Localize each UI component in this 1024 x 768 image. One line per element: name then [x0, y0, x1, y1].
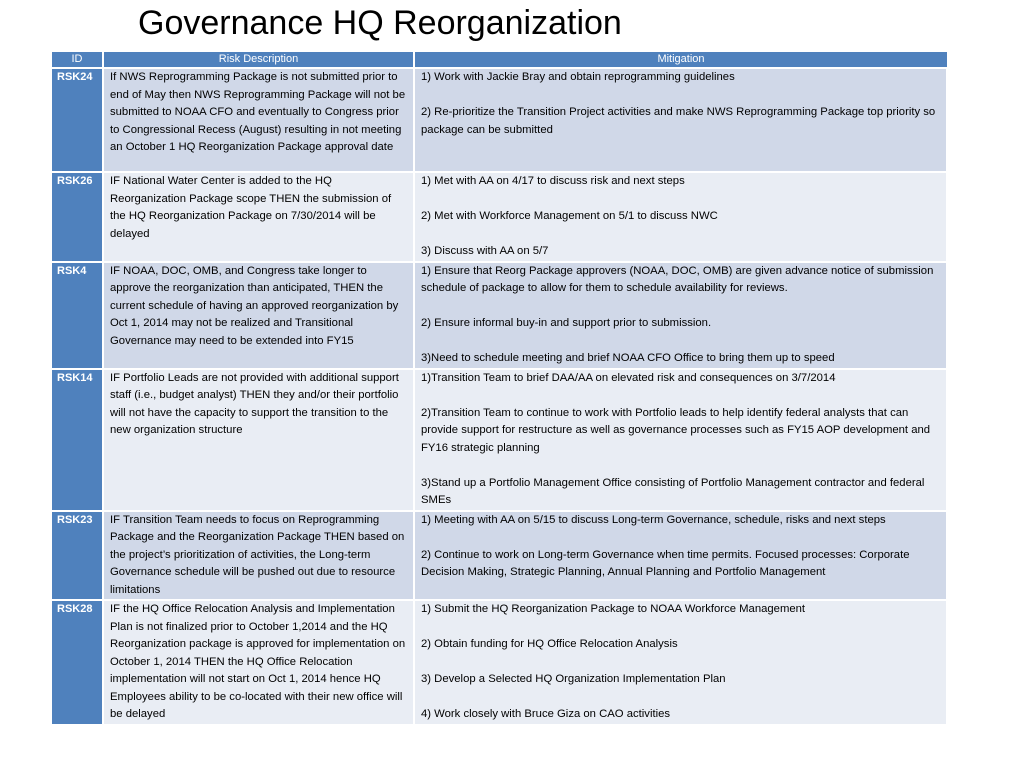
table-row — [52, 600, 947, 725]
mitigation-step: 4) Work closely with Bruce Giza on CAO activities — [421, 708, 671, 720]
mitigation-step: 2)Transition Team to continue to work with Portfolio leads to help identify federal analysts that can provide support for restructure as well as governance processes such as FY15 AOP development and FY16 strategic planning — [421, 406, 931, 454]
risk-id: RSK26 — [52, 172, 103, 262]
risk-description: IF National Water Center is added to the HQ Reorganization Package scope THEN the submission of the HQ Reorganization Package on 7/30/2014 will be delayed — [103, 172, 414, 262]
mitigation-step: 1)Transition Team to brief DAA/AA on elevated risk and consequences on 3/7/2014 — [421, 371, 836, 384]
mitigation-step: 3) Discuss with AA on 5/7 — [421, 245, 549, 257]
mitigation-step: 2) Ensure informal buy-in and support prior to submission. — [421, 317, 712, 329]
risk-description: IF the HQ Office Relocation Analysis and Implementation Plan is not finalized prior to October 1,2014 and the HQ Reorganization package is approved for implementation on October 1, 2014 THEN the HQ Office Relocation implementation will not start on Oct 1, 2014 hence HQ Employees ability to be co-located with their new office will be delayed — [103, 600, 414, 725]
mitigation-step: 1) Submit the HQ Reorganization Package to NOAA Workforce Management — [421, 603, 806, 615]
mitigation-step: 3)Need to schedule meeting and brief NOAA CFO Office to bring them up to speed — [421, 352, 835, 364]
mitigation-step: 2) Obtain funding for HQ Office Relocation Analysis — [421, 638, 678, 650]
risk-mitigation — [414, 172, 947, 262]
mitigation-step: 1) Meeting with AA on 5/15 to discuss Long-term Governance, schedule, risks and next steps — [421, 513, 886, 526]
risk-id: RSK4 — [52, 262, 103, 369]
mitigation-step: 2) Re-prioritize the Transition Project activities and make NWS Reprogramming Package top priority so package can be submitted — [421, 106, 936, 136]
risk-description: IF Transition Team needs to focus on Reprogramming Package and the Reorganization Package THEN based on the project’s prioritization of activities, the Long-term Governance schedule will be pushed out due to resource limitations — [103, 511, 414, 601]
risk-id: RSK24 — [52, 68, 103, 172]
header-mitigation: Mitigation — [414, 52, 947, 68]
risk-description: If NWS Reprogramming Package is not submitted prior to end of May then NWS Reprogramming Package will not be submitted to NOAA CFO and eventually to Congress prior to Congressional Recess (August) resulting in not meeting an October 1 HQ Reorganization Package approval date — [103, 68, 414, 172]
header-id: ID — [52, 52, 103, 68]
mitigation-step: 3)Stand up a Portfolio Management Office consisting of Portfolio Management contractor and federal SMEs — [421, 476, 925, 506]
table-row — [52, 369, 947, 511]
table-row — [52, 511, 947, 601]
risk-description: IF Portfolio Leads are not provided with additional support staff (i.e., budget analyst) THEN they and/or their portfolio will not have the capacity to support the transition to the new organization structure — [103, 369, 414, 511]
page-title: Governance HQ Reorganization — [138, 4, 622, 42]
table-row — [52, 172, 947, 262]
risk-id: RSK14 — [52, 369, 103, 511]
risk-mitigation — [414, 68, 947, 172]
mitigation-step: 1) Ensure that Reorg Package approvers (NOAA, DOC, OMB) are given advance notice of submission schedule of package to allow for them to schedule availability for reviews. — [421, 264, 934, 294]
mitigation-step: 2) Met with Workforce Management on 5/1 to discuss NWC — [421, 210, 718, 222]
risk-mitigation — [414, 600, 947, 725]
table-header-row — [52, 52, 947, 68]
risk-mitigation — [414, 511, 947, 601]
risk-id: RSK23 — [52, 511, 103, 601]
mitigation-step: 3) Develop a Selected HQ Organization Implementation Plan — [421, 673, 726, 685]
risk-table — [52, 52, 948, 726]
risk-id: RSK28 — [52, 600, 103, 725]
risk-mitigation — [414, 262, 947, 369]
header-risk-description: Risk Description — [103, 52, 414, 68]
table-row — [52, 68, 947, 172]
mitigation-step: 2) Continue to work on Long-term Governance when time permits. Focused processes: Corporate Decision Making, Strategic Planning, Annual Planning and Portfolio Management — [421, 548, 910, 578]
risk-description: IF NOAA, DOC, OMB, and Congress take longer to approve the reorganization than anticipated, THEN the current schedule of having an approved reorganization by Oct 1, 2014 may not be realized and Transitional Governance may need to be extended into FY15 — [103, 262, 414, 369]
table-row — [52, 262, 947, 369]
mitigation-step: 1) Met with AA on 4/17 to discuss risk and next steps — [421, 175, 685, 187]
risk-mitigation — [414, 369, 947, 511]
mitigation-step: 1) Work with Jackie Bray and obtain reprogramming guidelines — [421, 71, 735, 83]
